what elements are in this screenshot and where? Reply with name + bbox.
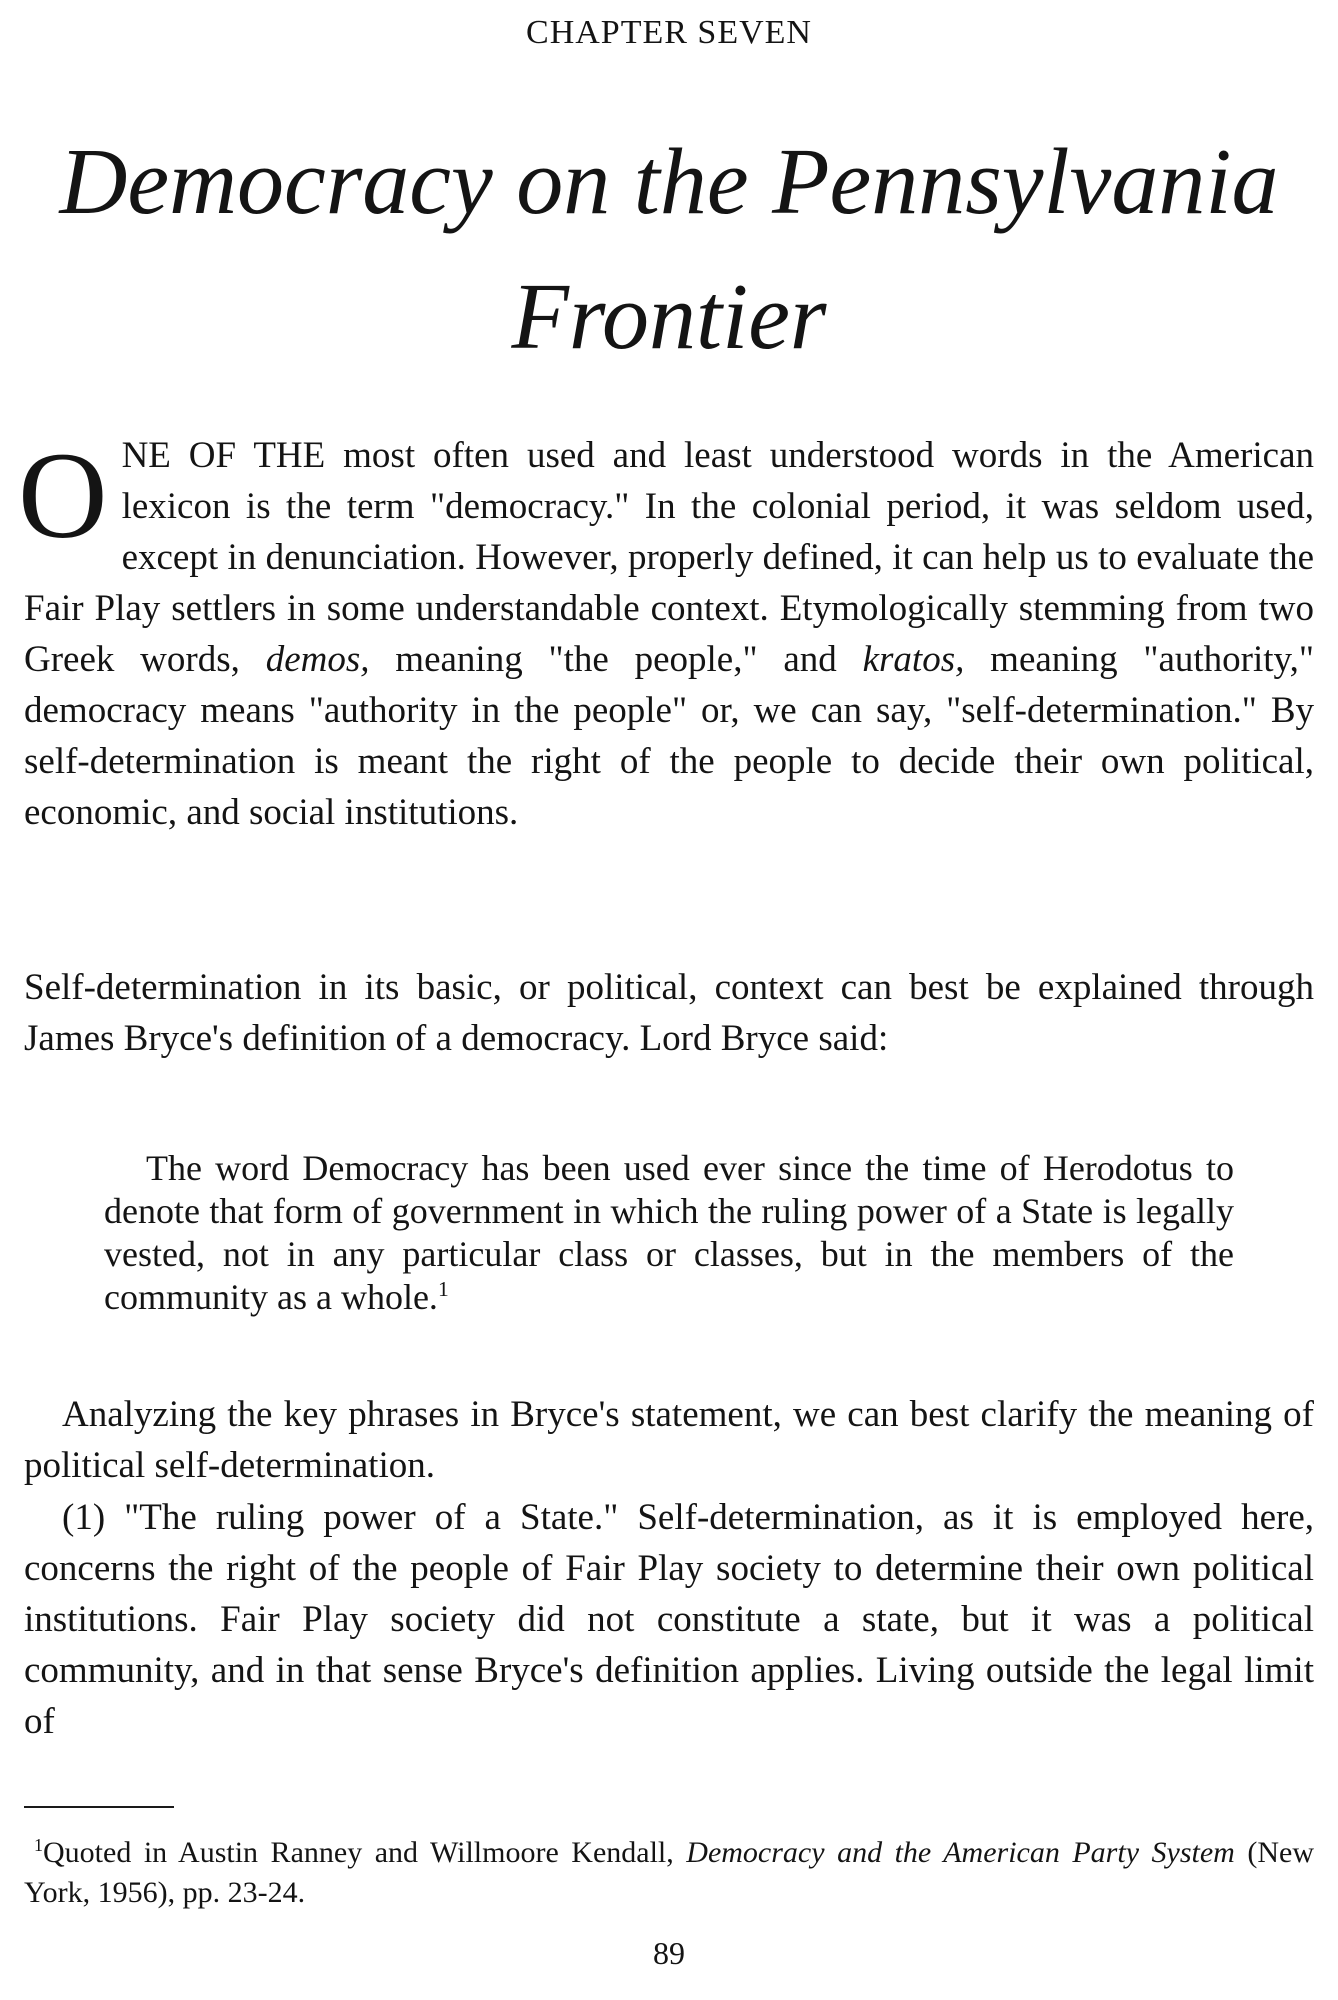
- page-number: 89: [653, 1935, 685, 1971]
- drop-cap: O: [18, 427, 108, 564]
- chapter-title-line-2: Frontier: [511, 265, 827, 369]
- block-quote: [104, 1147, 1234, 1319]
- footnote-divider: [24, 1806, 174, 1808]
- footnote-text-b: (New York, 1956), pp. 23-24.: [24, 1836, 1314, 1909]
- footnote: [24, 1833, 1314, 1913]
- paragraph-4: (1) "The ruling power of a State." Self-determination, as it is employed here, concerns the right of the people of Fair Play society to determine their own political institutions. Fair Play society did not constitute a state, but it was a political community, and in that sense Bryce's definition applies. Living outside the legal limit of: [24, 1497, 1314, 1742]
- footnote-text-a: Quoted in Austin Ranney and Willmoore Kendall,: [43, 1836, 687, 1869]
- paragraph-1: [18, 427, 1315, 838]
- chapter-title-line-1: Democracy on the Pennsylvania: [59, 130, 1279, 234]
- paragraph-1-text-c: meaning "authority," democracy means "authority in the people" or, we can say, "self-determination." By self-determination is meant the right of the people to decide their own political, economic, and social institutions.: [24, 639, 1315, 833]
- footnote-marker: 1: [34, 1835, 43, 1855]
- paragraph-3: Analyzing the key phrases in Bryce's statement, we can best clarify the meaning of political self-determination.: [24, 1394, 1314, 1486]
- footnote-reference: 1: [437, 1277, 449, 1301]
- block-quote-text: The word Democracy has been used ever since the time of Herodotus to denote that form of government in which the ruling power of a State is legally vested, not in any particular class or classes, but in the members of the community as a whole.: [104, 1148, 1234, 1317]
- paragraph-1-text-a: most often used and least understood words in the American lexicon is the term "democracy." In the colonial period, it was seldom used, except in denunciation. However, properly defined, it can help us to evaluate the Fair Play settlers in some understandable context. Etymologically stemming from two Greek words,: [24, 435, 1314, 680]
- chapter-label: CHAPTER SEVEN: [526, 14, 812, 51]
- paragraph-2: Self-determination in its basic, or political, context can best be explained through James Bryce's definition of a democracy. Lord Bryce said:: [24, 967, 1314, 1059]
- term-kratos: kratos,: [862, 639, 965, 680]
- paragraph-1-text-b: meaning "the people," and: [369, 639, 863, 680]
- lead-caps: NE OF THE: [121, 435, 326, 476]
- term-demos: demos,: [265, 639, 370, 680]
- footnote-book-title: Democracy and the American Party System: [686, 1836, 1235, 1869]
